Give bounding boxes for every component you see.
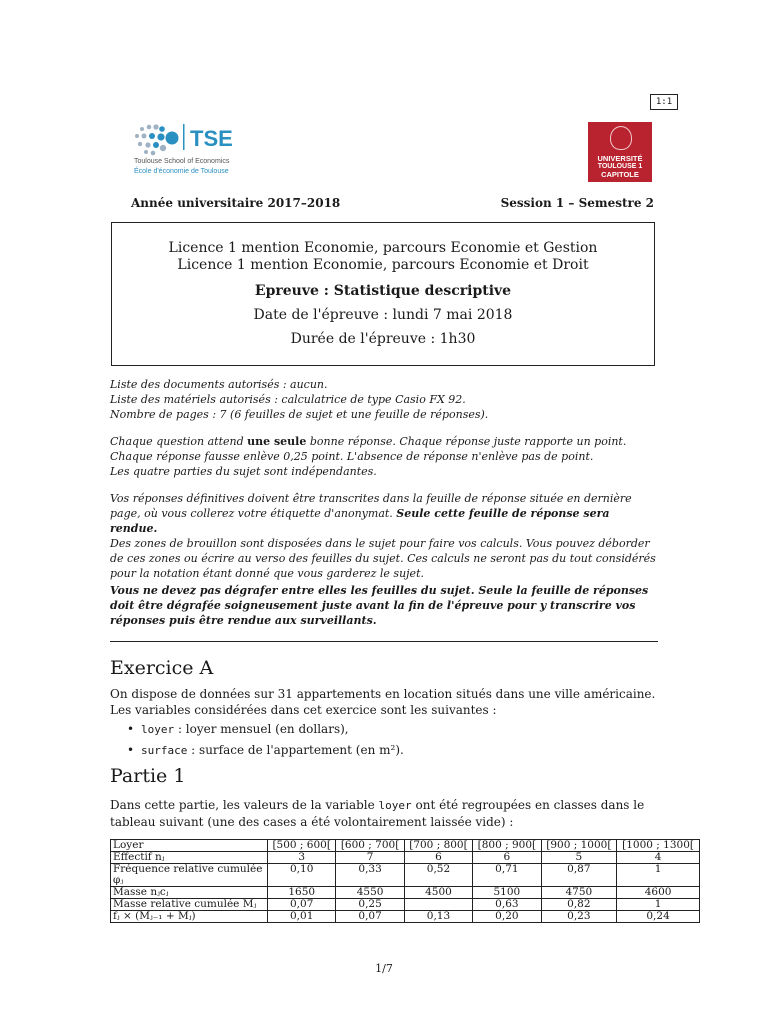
university-line1: UNIVERSITÉ — [597, 154, 643, 163]
staple-warning: Vous ne devez pas dégrafer entre elles les feuilles du sujet. Seule la feuille de réponses doit être dégrafée soigneusement juste avant la fin de l'épreuve pour y transcrire vos réponses puis être rendue aux surveillants. — [110, 584, 649, 627]
university-line3: CAPITOLE — [601, 170, 639, 179]
table-cell: 0,07 — [336, 911, 404, 923]
university-line2: TOULOUSE 1 — [597, 163, 643, 170]
table-cell: 0,71 — [473, 864, 541, 887]
table-header-cell: [1000 ; 1300[ — [617, 840, 700, 852]
table-cell: 1 — [617, 864, 700, 887]
part-intro-post: ont été regroupées en classes dans le tableau suivant (une des cases a été volontairement laissée vide) : — [110, 798, 645, 829]
list-item: • surface : surface de l'appartement (en m²). — [127, 743, 404, 757]
answers-pre: Vos réponses définitives doivent être transcrites dans la feuille de réponse située en dernière page, où vous collerez votre étiquette d'anonymat. — [110, 492, 632, 520]
table-cell: 0,23 — [541, 911, 617, 923]
table-cell: 6 — [473, 852, 541, 864]
program-line-1: Licence 1 mention Economie, parcours Economie et Gestion — [168, 240, 598, 256]
table-cell: 7 — [336, 852, 404, 864]
variable-desc: : surface de l'appartement (en m²). — [187, 743, 404, 757]
docs-allowed: Liste des documents autorisés : aucun. — [110, 378, 328, 391]
variable-list — [127, 719, 404, 761]
tse-line1: Toulouse School of Economics — [134, 158, 230, 165]
page-id-box: 1:1 — [650, 94, 678, 110]
session: Session 1 – Semestre 2 — [500, 196, 654, 210]
exam-info-box — [111, 222, 655, 366]
row-label: Fréquence relative cumulée φⱼ — [111, 864, 268, 887]
table-cell: 0,63 — [473, 899, 541, 911]
scoring-pre: Chaque question attend — [110, 435, 248, 448]
page-count: Nombre de pages : 7 (6 feuilles de sujet et une feuille de réponses). — [110, 408, 489, 421]
table-cell: 0,07 — [268, 899, 336, 911]
frequency-table — [110, 839, 700, 923]
table-cell: 4750 — [541, 887, 617, 899]
university-logo — [588, 122, 652, 182]
table-row — [111, 911, 700, 923]
table-cell: 0,01 — [268, 911, 336, 923]
table-cell: 4550 — [336, 887, 404, 899]
table-cell: 1 — [617, 899, 700, 911]
row-label: fⱼ × (Mⱼ₋₁ + Mⱼ) — [111, 911, 268, 923]
program-line-2: Licence 1 mention Economie, parcours Economie et Droit — [177, 257, 589, 273]
table-header-row — [111, 840, 700, 852]
table-cell-empty — [404, 899, 472, 911]
exam-duration: Durée de l'épreuve : 1h30 — [290, 331, 476, 347]
table-header-cell: [500 ; 600[ — [268, 840, 336, 852]
exam-title: Epreuve : Statistique descriptive — [254, 283, 512, 299]
table-row — [111, 852, 700, 864]
table-cell: 0,24 — [617, 911, 700, 923]
parts-independent: Les quatre parties du sujet sont indépendantes. — [110, 465, 377, 478]
table-cell: 4500 — [404, 887, 472, 899]
part-intro-pre: Dans cette partie, les valeurs de la variable — [110, 798, 379, 812]
instructions — [110, 377, 660, 593]
table-cell: 0,25 — [336, 899, 404, 911]
academic-year: Année universitaire 2017–2018 — [131, 196, 341, 210]
table-cell: 0,33 — [336, 864, 404, 887]
list-item: • loyer : loyer mensuel (en dollars), — [127, 722, 349, 736]
table-row — [111, 899, 700, 911]
variable-desc: : loyer mensuel (en dollars), — [174, 722, 349, 736]
variable-code: loyer — [141, 723, 175, 736]
table-header-cell: [700 ; 800[ — [404, 840, 472, 852]
row-label: Effectif nⱼ — [111, 852, 268, 864]
table-cell: 1650 — [268, 887, 336, 899]
table-cell: 3 — [268, 852, 336, 864]
table-cell: 0,82 — [541, 899, 617, 911]
part-intro-code: loyer — [378, 799, 412, 812]
table-header-cell: Loyer — [111, 840, 268, 852]
table-cell: 5100 — [473, 887, 541, 899]
instructions-answers — [110, 491, 660, 581]
part-intro — [110, 797, 660, 830]
table-header-cell: [800 ; 900[ — [473, 840, 541, 852]
tse-logo — [132, 122, 272, 184]
scoring-bold: une seule — [247, 435, 307, 448]
table-cell: 5 — [541, 852, 617, 864]
page-number: 1/7 — [375, 962, 393, 975]
table-header-cell: [900 ; 1000[ — [541, 840, 617, 852]
variable-code: surface — [141, 744, 188, 757]
instructions-scoring — [110, 434, 660, 479]
draft-info: Des zones de brouillon sont disposées dans le sujet pour faire vos calculs. Vous pouvez déborder de ces zones ou écrire au verso des feuilles du sujet. Ces calculs ne seront pas du tout considérés pour la notation étant donné que vous garderez le sujet. — [110, 537, 656, 580]
table-cell: 0,20 — [473, 911, 541, 923]
scoring-post: bonne réponse. Chaque réponse juste rapporte un point. Chaque réponse fausse enlève 0,25 point. L'absence de réponse n'enlève pas de point. — [110, 435, 627, 463]
university-crest-icon — [610, 126, 632, 150]
table-cell: 0,87 — [541, 864, 617, 887]
tse-line2: École d'économie de Toulouse — [134, 168, 229, 175]
exercise-title: Exercice A — [110, 657, 214, 679]
part-title: Partie 1 — [110, 765, 186, 787]
table-cell: 4 — [617, 852, 700, 864]
table-row — [111, 887, 700, 899]
exam-date: Date de l'épreuve : lundi 7 mai 2018 — [253, 307, 513, 323]
table-row — [111, 864, 700, 887]
table-cell: 6 — [404, 852, 472, 864]
instructions-materials — [110, 377, 660, 422]
table-cell: 0,52 — [404, 864, 472, 887]
tse-abbr: TSE — [190, 126, 233, 151]
row-label: Masse relative cumulée Mⱼ — [111, 899, 268, 911]
exercise-intro: On dispose de données sur 31 appartements en location situés dans une ville américaine. Les variables considérées dans cet exercice sont les suivantes : — [110, 687, 656, 717]
divider — [110, 641, 658, 642]
table-cell: 4600 — [617, 887, 700, 899]
materials-allowed: Liste des matériels autorisés : calculatrice de type Casio FX 92. — [110, 393, 466, 406]
answers-bold: Seule cette feuille de réponse sera rendue. — [110, 507, 610, 535]
table-header-cell: [600 ; 700[ — [336, 840, 404, 852]
table-cell: 0,10 — [268, 864, 336, 887]
row-label: Masse nⱼcⱼ — [111, 887, 268, 899]
table-cell: 0,13 — [404, 911, 472, 923]
